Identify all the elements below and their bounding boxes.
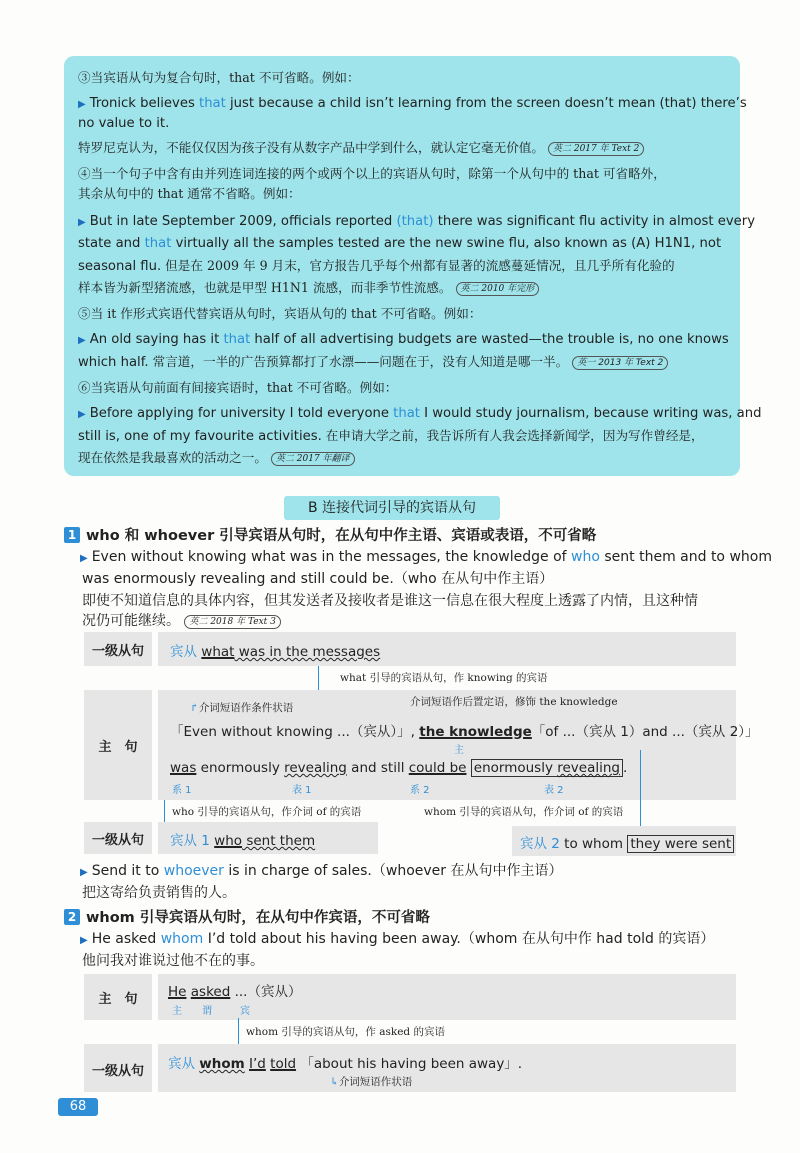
role-predicative-1: 表 1 xyxy=(292,785,312,796)
role-predicative-2: 表 2 xyxy=(544,785,564,796)
role-subject: 主 xyxy=(172,1006,182,1017)
source-tag: 英二 2018 年 Text 3 xyxy=(184,615,280,629)
item-2-heading: 2 whom 引导宾语从句时，在从句中作宾语，不可省略 xyxy=(64,906,430,927)
item-1-translation-cont: 况仍可能继续。 英二 2018 年 Text 3 xyxy=(82,610,281,632)
label-main-clause: 主 句 xyxy=(98,740,138,755)
note-adverbial: ↳介词短语作状语 xyxy=(330,1076,413,1088)
rule-4-translation: seasonal flu. 但是在 2009 年 9 月末，官方报告几乎每个州都有显著的流感蔓延情况，且几乎所有化验的 xyxy=(78,258,675,274)
rule-4-translation-cont: 样本皆为新型猪流感，也就是甲型 H1N1 流感，而非季节性流感。 英二 2010 年完形 xyxy=(78,278,539,298)
label-main-clause: 主 句 xyxy=(98,992,138,1007)
note-conditional-adverbial: ↱介词短语作条件状语 xyxy=(190,702,294,714)
note-what-clause: what 引导的宾语从句，作 knowing 的宾语 xyxy=(340,672,548,684)
bullet-icon: ▶ xyxy=(80,935,88,946)
bullet-icon: ▶ xyxy=(78,409,86,420)
rule-3-translation: 特罗尼克认为，不能仅仅因为孩子没有从数字产品中学到什么，就认定它毫无价值。 英二 2017 年 Text 2 xyxy=(78,138,644,158)
bullet-icon: ▶ xyxy=(80,553,88,564)
item-2-translation: 他问我对谁说过他不在的事。 xyxy=(82,953,264,969)
section-b-title: B 连接代词引导的宾语从句 xyxy=(284,496,500,520)
item-1b-translation: 把这寄给负责销售的人。 xyxy=(82,885,236,901)
role-link-1: 系 1 xyxy=(172,785,192,796)
item-1-translation: 即使不知道信息的具体内容，但其发送者及接收者是谁这一信息在很大程度上透露了内情，且这种情 xyxy=(82,593,698,609)
rule-5-example: ▶ An old saying has it that half of all advertising budgets are wasted—the trouble is, no one knows xyxy=(78,332,729,347)
label-level1: 一级从句 xyxy=(91,1064,144,1079)
clause-what: 宾从 what was in the messages xyxy=(170,644,381,660)
main-clause-2: He asked ...（宾从） xyxy=(168,984,302,1000)
bullet-icon: ▶ xyxy=(78,335,86,346)
page-number: 68 xyxy=(58,1098,98,1116)
connector-line xyxy=(640,750,641,826)
item-1-heading: 1 who 和 whoever 引导宾语从句时，在从句中作主语、宾语或表语，不可省略 xyxy=(64,524,596,545)
note-who-clause: who 引导的宾语从句，作介词 of 的宾语 xyxy=(172,806,362,818)
source-tag: 英二 2010 年完形 xyxy=(456,282,540,296)
rule-3-example-cont: no value to it. xyxy=(78,116,170,131)
rule-6-example: ▶ Before applying for university I told everyone that I would study journalism, because writing was, and xyxy=(78,406,762,421)
item-2-example: ▶ He asked whom I’d told about his having been away.（whom 在从句中作 had told 的宾语） xyxy=(80,931,715,947)
main-clause-line-2: was enormously revealing and still could be enormously revealing . xyxy=(170,760,628,776)
source-tag: 英一 2013 年 Text 2 xyxy=(572,356,668,370)
rule-4-title-cont: 其余从句中的 that 通常不省略。例如： xyxy=(78,186,301,201)
connector-line xyxy=(238,1018,239,1044)
note-whom-asked: whom 引导的宾语从句，作 asked 的宾语 xyxy=(246,1026,445,1038)
label-level1: 一级从句 xyxy=(91,644,144,659)
role-subject: 主 xyxy=(454,745,464,756)
item-number-badge: 2 xyxy=(64,909,80,925)
role-predicate: 谓 xyxy=(202,1006,212,1017)
clause-whom: 宾从 2 to whom they were sent xyxy=(520,832,734,852)
note-postpositive-attribute: 介词短语作后置定语，修饰 the knowledge xyxy=(410,696,618,708)
clause-whom-told: 宾从 whom I’d told 「about his having been away」. xyxy=(168,1056,523,1072)
rule-3-example: ▶ Tronick believes that just because a child isn’t learning from the screen doesn’t mean (that) there’s xyxy=(78,96,747,111)
label-level1-bottom: 一级从句 xyxy=(91,833,144,848)
source-tag: 英二 2017 年 Text 2 xyxy=(548,142,644,156)
rule-4-example-cont: state and that virtually all the samples tested are the new swine flu, also known as (A) H1N1, not xyxy=(78,236,722,251)
bullet-icon: ▶ xyxy=(80,867,88,878)
bullet-icon: ▶ xyxy=(78,99,86,110)
role-object: 宾 xyxy=(240,1006,250,1017)
item-number-badge: 1 xyxy=(64,527,80,543)
rule-3-title: ③当宾语从句为复合句时，that 不可省略。例如： xyxy=(78,70,360,85)
item-1b-example: ▶ Send it to whoever is in charge of sales.（whoever 在从句中作主语） xyxy=(80,863,563,879)
rule-6-translation-cont: 现在依然是我最喜欢的活动之一。 英二 2017 年翻译 xyxy=(78,448,355,468)
main-clause-line-1: 「Even without knowing ...（宾从）」, the knowledge「of ...（宾从 1）and ...（宾从 2）」 xyxy=(170,724,759,740)
clause-who: 宾从 1 who sent them xyxy=(170,833,316,849)
source-tag: 英二 2017 年翻译 xyxy=(271,452,355,466)
item-1-example-cont: was enormously revealing and still could be.（who 在从句中作主语） xyxy=(82,571,554,587)
note-whom-clause: whom 引导的宾语从句，作介词 of 的宾语 xyxy=(424,806,624,818)
rule-5-title: ⑤当 it 作形式宾语代替宾语从句时，宾语从句的 that 不可省略。例如： xyxy=(78,306,482,321)
rule-6-title: ⑥当宾语从句前面有间接宾语时，that 不可省略。例如： xyxy=(78,380,398,395)
bullet-icon: ▶ xyxy=(78,217,86,228)
rule-6-translation: still is, one of my favourite activities. 在申请大学之前，我告诉所有人我会选择新闻学，因为写作曾经是， xyxy=(78,428,704,444)
rule-5-translation: which half. 常言道，一半的广告预算都打了水漂——问题在于，没有人知道是哪一半。 英一 2013 年 Text 2 xyxy=(78,352,668,373)
item-1-example: ▶ Even without knowing what was in the messages, the knowledge of who sent them and to whom xyxy=(80,549,772,565)
rule-4-example: ▶ But in late September 2009, officials reported (that) there was significant flu activity in almost every xyxy=(78,214,756,229)
rule-4-title: ④当一个句子中含有由并列连词连接的两个或两个以上的宾语从句时，除第一个从句中的 that 可省略外， xyxy=(78,166,666,181)
role-link-2: 系 2 xyxy=(410,785,430,796)
